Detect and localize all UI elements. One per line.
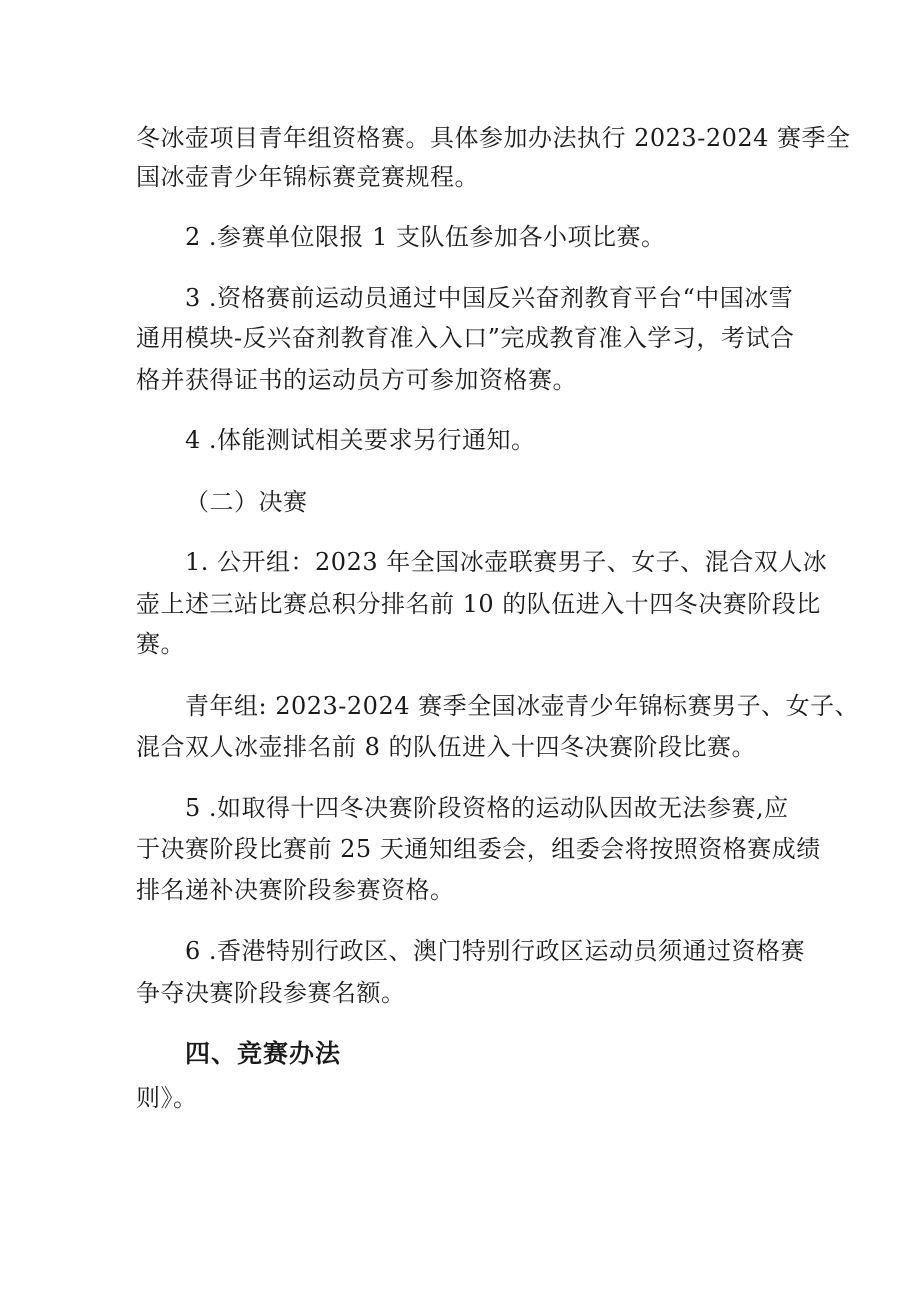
- paragraph-line: 排名递补决赛阶段参赛资格。: [136, 876, 455, 904]
- list-item-open-group: 1. 公开组：2023 年全国冰壶联赛男子、女子、混合双人冰: [185, 548, 828, 576]
- paragraph-line: 则》。: [136, 1084, 198, 1112]
- section-heading-competition-method: 四、竞赛办法: [185, 1039, 342, 1068]
- list-item-5: 5 .如取得十四冬决赛阶段资格的运动队因故无法参赛,应: [185, 794, 789, 822]
- paragraph-line: 争夺决赛阶段参赛名额。: [136, 979, 406, 1007]
- list-item-6: 6 .香港特别行政区、澳门特别行政区运动员须通过资格赛: [185, 937, 806, 965]
- list-item-2: 2 .参赛单位限报 1 支队伍参加各小项比赛。: [185, 223, 666, 251]
- paragraph-line: 壶上述三站比赛总积分排名前 10 的队伍进入十四冬决赛阶段比: [136, 590, 821, 618]
- paragraph-line: 混合双人冰壶排名前 8 的队伍进入十四冬决赛阶段比赛。: [136, 733, 757, 761]
- subsection-heading-finals: （二）决赛: [185, 488, 308, 516]
- list-item-4: 4 .体能测试相关要求另行通知。: [185, 426, 536, 454]
- youth-group-paragraph: 青年组: 2023-2024 赛季全国冰壶青少年锦标赛男子、女子、: [185, 692, 860, 720]
- paragraph-line: 国冰壶青少年锦标赛竞赛规程。: [136, 163, 479, 191]
- paragraph-line: 通用模块-反兴奋剂教育准入入口”完成教育准入学习，考试合: [136, 324, 795, 352]
- paragraph-line: 赛。: [136, 630, 185, 658]
- paragraph-line: 格并获得证书的运动员方可参加资格赛。: [136, 366, 577, 394]
- paragraph-line: 冬冰壶项目青年组资格赛。具体参加办法执行 2023-2024 赛季全: [136, 124, 851, 152]
- list-item-3: 3 .资格赛前运动员通过中国反兴奋剂教育平台“中国冰雪: [185, 284, 794, 312]
- paragraph-line: 于决赛阶段比赛前 25 天通知组委会，组委会将按照资格赛成绩: [136, 835, 821, 863]
